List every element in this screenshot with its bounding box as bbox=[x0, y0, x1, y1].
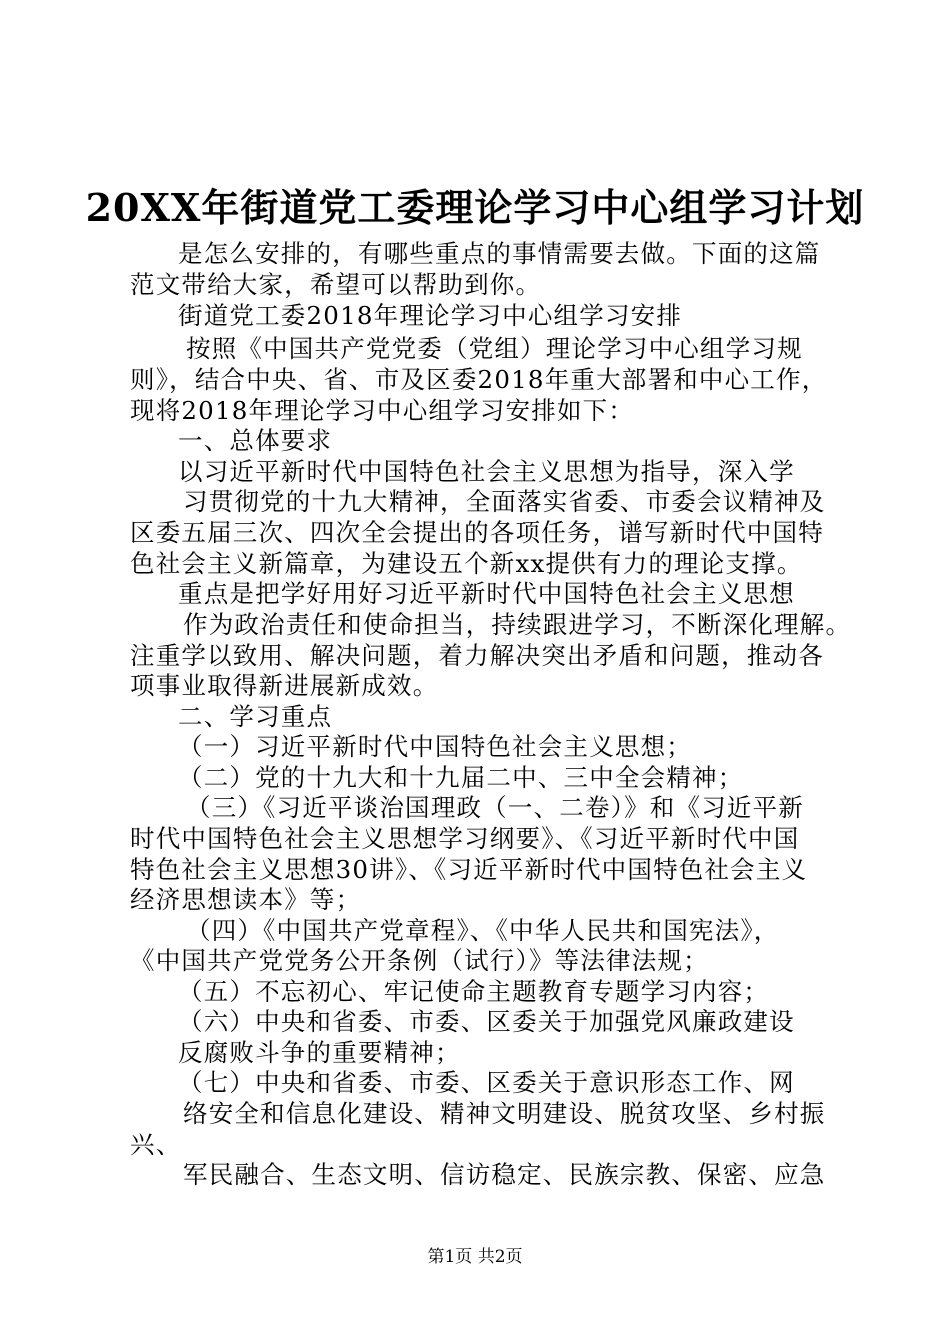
body-line: 范文带给大家，希望可以帮助到你。 bbox=[130, 270, 542, 299]
list-item: （一）习近平新时代中国特色社会主义思想； bbox=[178, 732, 692, 761]
body-line: 则》，结合中央、省、市及区委2018年重大部署和中心工作， bbox=[130, 365, 828, 394]
body-line: 《中国共产党党务公开条例（试行）》等法律法规； bbox=[130, 946, 709, 975]
list-item: （二）党的十九大和十九届二中、三中全会精神； bbox=[178, 763, 744, 792]
body-line: 时代中国特色社会主义思想学习纲要》、《习近平新时代中国 bbox=[130, 824, 800, 853]
body-line: 习贯彻党的十九大精神，全面落实省委、市委会议精神及 bbox=[183, 487, 826, 516]
body-line: 是怎么安排的，有哪些重点的事情需要去做。下面的这篇 bbox=[178, 239, 821, 268]
body-line: 特色社会主义思想30讲》、《习近平新时代中国特色社会主义 bbox=[130, 855, 808, 884]
list-item: （六）中央和省委、市委、区委关于加强党风廉政建设 bbox=[178, 1007, 795, 1036]
list-item: （三）《习近平谈治国理政（一、二卷）》和《习近平新 bbox=[186, 793, 804, 822]
body-line: 区委五届三次、四次全会提出的各项任务，谱写新时代中国特 bbox=[130, 518, 824, 547]
body-line: 重点是把学好用好习近平新时代中国特色社会主义思想 bbox=[178, 579, 795, 608]
body-line: 经济思想读本》等； bbox=[130, 885, 362, 914]
list-item: （五）不忘初心、牢记使命主题教育专题学习内容； bbox=[178, 977, 770, 1006]
list-item: （七）中央和省委、市委、区委关于意识形态工作、网 bbox=[178, 1068, 795, 1097]
body-line: 项事业取得新进展新成效。 bbox=[130, 671, 439, 700]
section-heading: 二、学习重点 bbox=[178, 702, 333, 731]
body-line: 以习近平新时代中国特色社会主义思想为指导，深入学 bbox=[178, 457, 795, 486]
page-number: 第1页 共2页 bbox=[427, 1247, 523, 1267]
list-item: （四）《中国共产党章程》、《中华人民共和国宪法》， bbox=[186, 916, 780, 945]
body-line: 作为政治责任和使命担当，持续跟进学习，不断深化理解。 bbox=[183, 610, 852, 639]
document-title: 20XX年街道党工委理论学习中心组学习计划 bbox=[85, 185, 865, 230]
body-line: 络安全和信息化建设、精神文明建设、脱贫攻坚、乡村振 bbox=[183, 1099, 826, 1128]
body-line: 按照《中国共产党党委（党组）理论学习中心组学习规 bbox=[186, 334, 803, 363]
body-line: 街道党工委2018年理论学习中心组学习安排 bbox=[178, 301, 683, 330]
body-line: 注重学以致用、解决问题，着力解决突出矛盾和问题，推动各 bbox=[130, 641, 824, 670]
body-line: 兴、 bbox=[130, 1130, 182, 1159]
body-line: 反腐败斗争的重要精神； bbox=[178, 1038, 461, 1067]
section-heading: 一、总体要求 bbox=[178, 426, 333, 455]
body-line: 现将2018年理论学习中心组学习安排如下： bbox=[130, 396, 635, 425]
body-line: 色社会主义新篇章，为建设五个新xx提供有力的理论支撑。 bbox=[130, 549, 803, 578]
body-line: 军民融合、生态文明、信访稳定、民族宗教、保密、应急 bbox=[183, 1160, 826, 1189]
